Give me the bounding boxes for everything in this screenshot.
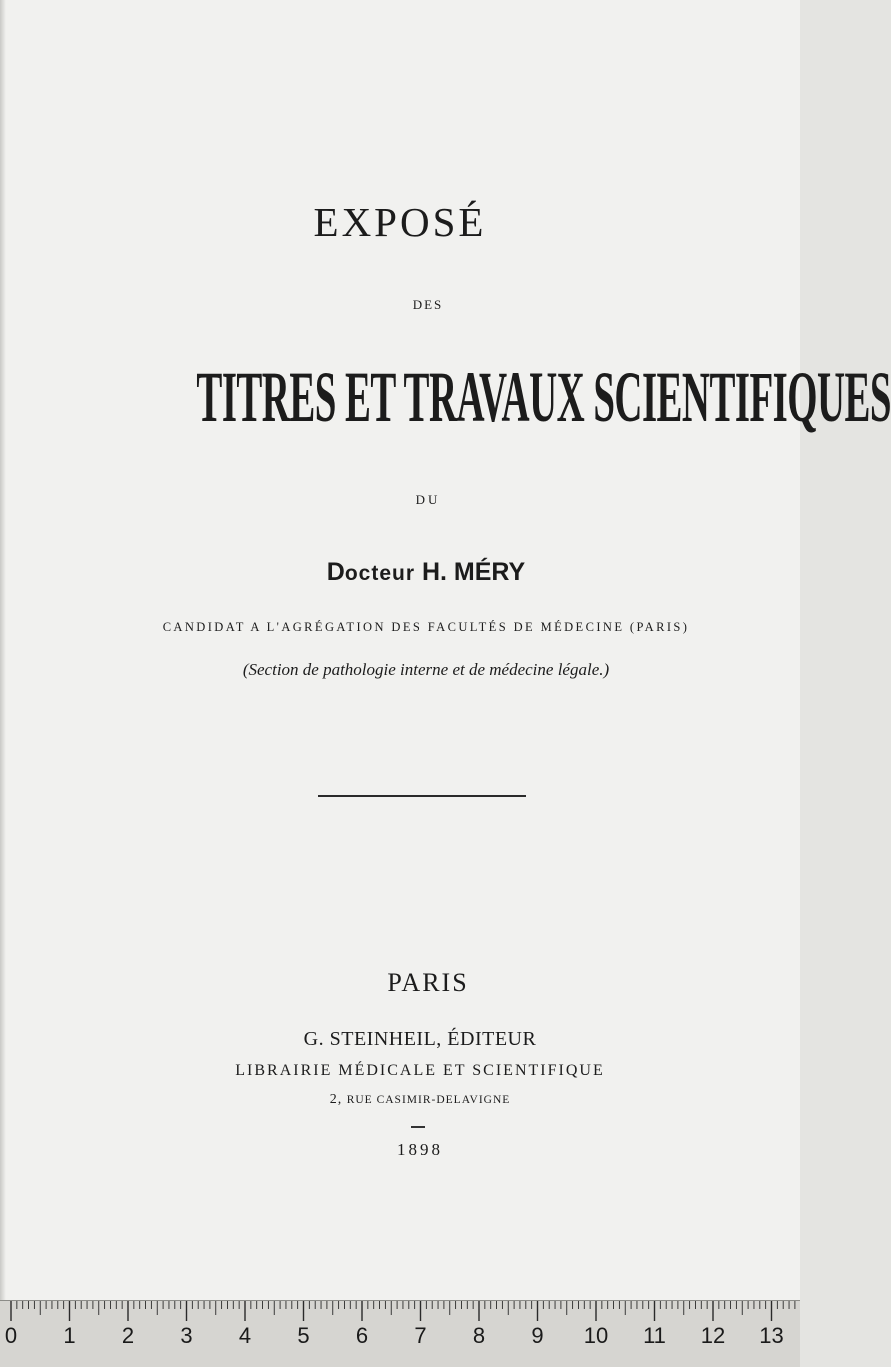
- ruler-label: 9: [531, 1323, 544, 1348]
- ruler-label: 7: [414, 1323, 427, 1348]
- imprint-publisher: G. STEINHEIL, ÉDITEUR: [303, 1028, 537, 1050]
- title-des: DES: [412, 297, 444, 312]
- ruler-label: 8: [472, 1323, 486, 1348]
- ruler-label: 0: [4, 1323, 18, 1348]
- imprint-address: [20, 1092, 820, 1108]
- ruler-label: 2: [121, 1323, 135, 1348]
- imprint-city: PARIS: [387, 968, 469, 997]
- address-number: 2,: [329, 1092, 343, 1107]
- ruler-label: 4: [238, 1323, 252, 1348]
- author-line: [26, 558, 826, 587]
- measuring-ruler: [0, 1300, 800, 1367]
- ruler-label: 10: [583, 1323, 609, 1348]
- author-prefix-rest: octeur: [344, 562, 416, 585]
- ruler-label: 13: [759, 1323, 784, 1348]
- author-name: H. MÉRY: [421, 558, 526, 586]
- imprint-dash: [411, 1126, 425, 1128]
- ruler-label: 1: [63, 1323, 76, 1348]
- ruler-label: 5: [297, 1323, 310, 1348]
- title-du: DU: [415, 492, 441, 507]
- separator-rule: [318, 795, 526, 797]
- ruler-ticks: [0, 1301, 800, 1367]
- address-street: RUE CASIMIR-DELAVIGNE: [346, 1094, 511, 1106]
- section-line: (Section de pathologie interne et de médecine légale.): [242, 660, 610, 679]
- imprint-year: 1898: [397, 1140, 443, 1159]
- page-edge-shadow: [0, 0, 6, 1300]
- ruler-label: 3: [180, 1323, 193, 1348]
- ruler-label: 12: [700, 1323, 726, 1348]
- main-title: TITRES ET TRAVAUX SCIENTIFIQUES: [196, 357, 891, 437]
- title-top: EXPOSÉ: [313, 199, 487, 245]
- author-prefix-initial: D: [326, 558, 345, 586]
- ruler-label: 11: [643, 1323, 666, 1348]
- candidature-line: CANDIDAT A L'AGRÉGATION DES FACULTÉS DE MÉDECINE (PARIS): [162, 620, 690, 634]
- ruler-label: 6: [355, 1323, 369, 1348]
- imprint-subtitle: LIBRAIRIE MÉDICALE ET SCIENTIFIQUE: [235, 1062, 605, 1079]
